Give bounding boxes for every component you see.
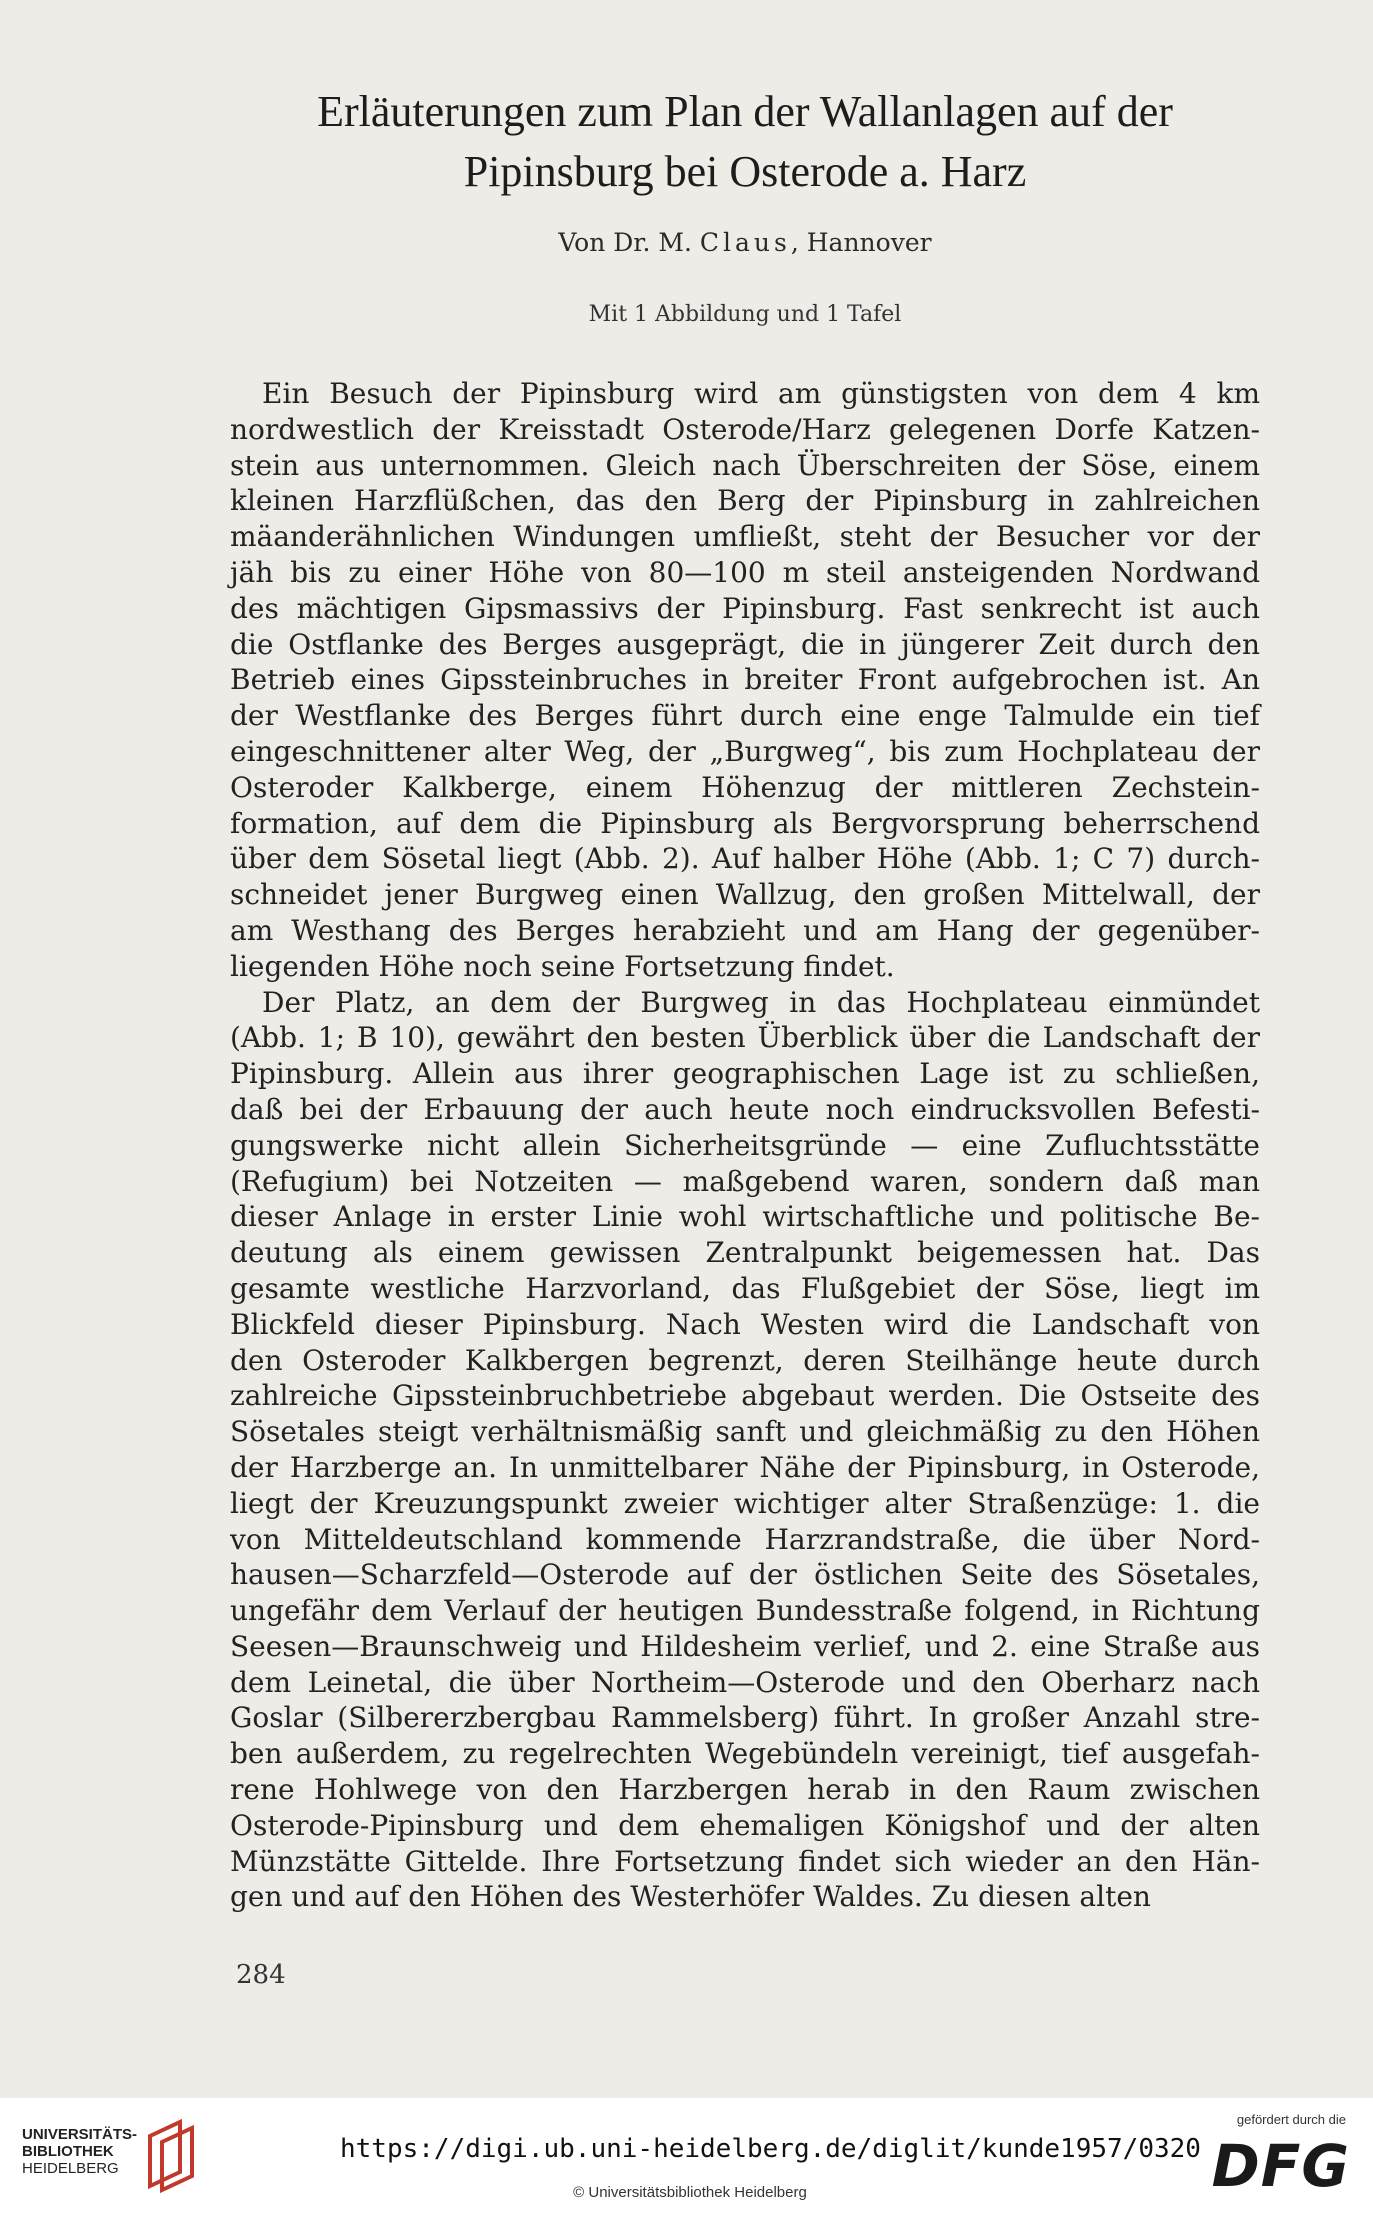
- title-line-2: Pipinsburg bei Osterode a. Harz: [463, 147, 1027, 196]
- body-line: ungefähr dem Verlauf der heutigen Bundesstraße folgend, in Richtung: [230, 1594, 1260, 1628]
- body-line: rene Hohlwege von den Harzbergen herab in den Raum zwischen: [230, 1773, 1260, 1807]
- author-line: [150, 228, 1340, 257]
- body-line: Pipinsburg. Allein aus ihrer geographischen Lage ist zu schließen,: [230, 1057, 1260, 1091]
- body-line: ben außerdem, zu regelrechten Wegebündeln vereinigt, tief ausgefah-: [230, 1737, 1260, 1771]
- page-number: 284: [236, 1960, 286, 1990]
- body-line: Seesen—Braunschweig und Hildesheim verlief, und 2. eine Straße aus: [230, 1629, 1260, 1663]
- body-line: eingeschnittener alter Weg, der „Burgweg“, bis zum Hochplateau der: [230, 734, 1260, 768]
- body-line: Osteroder Kalkberge, einem Höhenzug der mittleren Zechstein-: [230, 770, 1260, 804]
- body-line: nordwestlich der Kreisstadt Osterode/Harz gelegenen Dorfe Katzen-: [230, 412, 1260, 446]
- digitization-footer: [0, 2098, 1373, 2219]
- body-line: Münzstätte Gittelde. Ihre Fortsetzung findet sich wieder an den Hän-: [230, 1844, 1260, 1878]
- body-line: deutung als einem gewissen Zentralpunkt beigemessen hat. Das: [230, 1236, 1260, 1270]
- body-line: Sösetales steigt verhältnismäßig sanft und gleichmäßig zu den Höhen: [230, 1415, 1260, 1449]
- author-suffix: , Hannover: [790, 228, 932, 257]
- body-line: liegt der Kreuzungspunkt zweier wichtiger alter Straßenzüge: 1. die: [230, 1486, 1260, 1520]
- illustrations-note: Mit 1 Abbildung und 1 Tafel: [588, 302, 902, 327]
- body-line: von Mitteldeutschland kommende Harzrandstraße, die über Nord-: [230, 1522, 1260, 1556]
- body-line: Goslar (Silbererzbergbau Rammelsberg) führt. In großer Anzahl stre-: [230, 1701, 1260, 1735]
- body-line: Osterode-Pipinsburg und dem ehemaligen Königshof und der alten: [230, 1808, 1260, 1842]
- body-line: der Harzberge an. In unmittelbarer Nähe der Pipinsburg, in Osterode,: [230, 1450, 1260, 1484]
- body-line: gungswerke nicht allein Sicherheitsgründe — eine Zufluchtsstätte: [230, 1128, 1260, 1162]
- body-line: am Westhang des Berges herabzieht und am Hang der gegenüber-: [230, 913, 1260, 947]
- body-line: über dem Sösetal liegt (Abb. 2). Auf halber Höhe (Abb. 1; C 7) durch-: [230, 842, 1260, 876]
- title-line-1: Erläuterungen zum Plan der Wallanlagen auf der: [317, 87, 1173, 136]
- body-line: dieser Anlage in erster Linie wohl wirtschaftliche und politische Be-: [230, 1200, 1260, 1234]
- library-name-line-3: HEIDELBERG: [22, 2160, 119, 2177]
- body-line: der Westflanke des Berges führt durch eine enge Talmulde ein tief: [230, 699, 1260, 733]
- body-line: die Ostflanke des Berges ausgeprägt, die in jüngerer Zeit durch den: [230, 627, 1260, 661]
- library-logo[interactable]: [22, 2116, 202, 2206]
- body-line: zahlreiche Gipssteinbruchbetriebe abgebaut werden. Die Ostseite des: [230, 1379, 1260, 1413]
- body-line: formation, auf dem die Pipinsburg als Bergvorsprung beherrschend: [230, 806, 1260, 840]
- body-line: (Refugium) bei Notzeiten — maßgebend waren, sondern daß man: [230, 1164, 1260, 1198]
- author-prefix: Von Dr. M.: [558, 228, 692, 257]
- body-line: dem Leinetal, die über Northeim—Osterode und den Oberharz nach: [230, 1665, 1260, 1699]
- library-name-line-1: UNIVERSITÄTS-: [22, 2126, 138, 2143]
- article-title: [150, 82, 1340, 202]
- funder-logo[interactable]: [1211, 2112, 1356, 2208]
- library-name: [22, 2126, 137, 2177]
- body-line: schneidet jener Burgweg einen Wallzug, den großen Mittelwall, der: [230, 878, 1260, 912]
- body-line: Blickfeld dieser Pipinsburg. Nach Westen wird die Landschaft von: [230, 1307, 1260, 1341]
- body-line: kleinen Harzflüßchen, das den Berg der Pipinsburg in zahlreichen: [230, 484, 1260, 518]
- permalink-url[interactable]: https://digi.ub.uni-heidelberg.de/diglit/kunde1957/0320: [340, 2134, 1201, 2164]
- author-name: Claus: [699, 228, 791, 257]
- body-line: stein aus unternommen. Gleich nach Überschreiten der Söse, einem: [230, 448, 1260, 482]
- body-line: den Osteroder Kalkbergen begrenzt, deren Steilhänge heute durch: [230, 1343, 1260, 1377]
- body-line: Betrieb eines Gipssteinbruches in breiter Front aufgebrochen ist. An: [230, 663, 1260, 697]
- dfg-logo-text: DFG: [1211, 2132, 1350, 2200]
- body-line: Der Platz, an dem der Burgweg in das Hochplateau einmündet: [262, 985, 1260, 1019]
- body-line: gesamte westliche Harzvorland, das Flußgebiet der Söse, liegt im: [230, 1271, 1260, 1305]
- copyright-notice: © Universitätsbibliothek Heidelberg: [573, 2184, 807, 2201]
- body-line: liegenden Höhe noch seine Fortsetzung findet.: [230, 949, 895, 983]
- body-line: des mächtigen Gipsmassivs der Pipinsburg. Fast senkrecht ist auch: [230, 591, 1260, 625]
- body-line: hausen—Scharzfeld—Osterode auf der östlichen Seite des Sösetales,: [230, 1558, 1260, 1592]
- article-body: [230, 376, 1260, 1915]
- funding-caption: gefördert durch die: [1236, 2112, 1346, 2127]
- body-line: (Abb. 1; B 10), gewährt den besten Überblick über die Landschaft der: [230, 1021, 1260, 1055]
- body-line: Ein Besuch der Pipinsburg wird am günstigsten von dem 4 km: [262, 377, 1260, 410]
- body-line: daß bei der Erbauung der auch heute noch eindrucksvollen Befesti-: [230, 1092, 1260, 1126]
- body-line: gen und auf den Höhen des Westerhöfer Waldes. Zu diesen alten: [230, 1880, 1151, 1914]
- library-name-line-2: BIBLIOTHEK: [22, 2143, 114, 2160]
- body-line: jäh bis zu einer Höhe von 80—100 m steil ansteigenden Nordwand: [230, 555, 1260, 589]
- body-line: mäanderähnlichen Windungen umfließt, steht der Besucher vor der: [230, 520, 1260, 554]
- library-mark-icon: [140, 2116, 202, 2194]
